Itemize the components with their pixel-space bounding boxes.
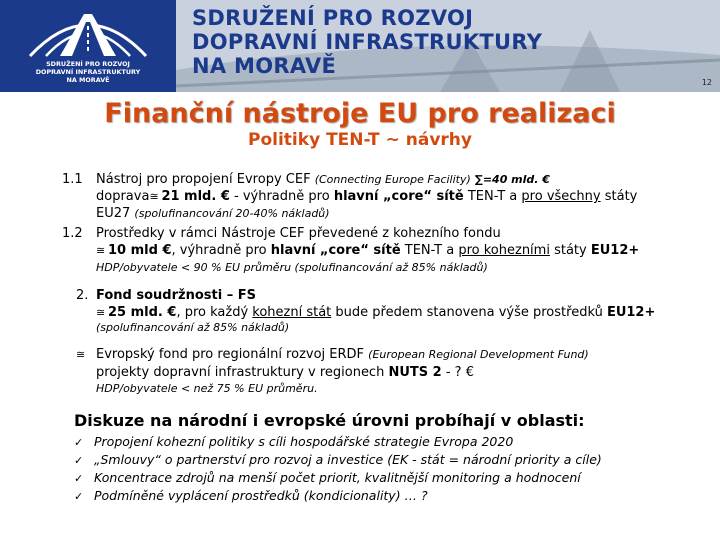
logo-line-2: DOPRAVNÍ INFRASTRUKTURY bbox=[35, 68, 141, 76]
text: kohezní stát bbox=[252, 305, 332, 320]
text: , pro každý bbox=[176, 305, 249, 320]
text: , výhradně pro bbox=[171, 243, 267, 258]
header-banner bbox=[0, 0, 720, 92]
text: (spolufinancování 20-40% nákladů) bbox=[134, 207, 330, 220]
logo-line-1: SDRUŽENÍ PRO ROZVOJ bbox=[46, 60, 130, 68]
list-item bbox=[74, 451, 602, 469]
list-item-text: „Smlouvy“ o partnerství pro rozvoj a investice (EK - stát = národní priority a cíle) bbox=[94, 452, 602, 467]
text: - výhradně pro bbox=[234, 189, 330, 204]
text: státy bbox=[554, 243, 587, 258]
text: NUTS 2 bbox=[388, 365, 442, 380]
section-1-2-line-1 bbox=[62, 225, 501, 242]
org-line-2: DOPRAVNÍ INFRASTRUKTURY bbox=[192, 30, 543, 54]
road-logo-icon bbox=[0, 0, 176, 60]
text: EU12+ bbox=[606, 305, 656, 320]
section-1-2-line-2 bbox=[96, 242, 639, 259]
list-item bbox=[74, 469, 602, 487]
section-text: Fond soudržnosti – FS bbox=[96, 288, 256, 303]
section-text: Nástroj pro propojení Evropy CEF bbox=[96, 172, 311, 187]
list-item-text: Podmíněné vyplácení prostředků (kondicionality) … ? bbox=[94, 488, 428, 503]
text: doprava bbox=[96, 189, 150, 204]
amount: 21 mld. € bbox=[161, 189, 230, 204]
section-1-1-line-2 bbox=[96, 188, 637, 205]
logo-text bbox=[0, 60, 176, 84]
amount: 10 mld € bbox=[108, 243, 172, 258]
section-erdf-line-3: HDP/obyvatele < než 75 % EU průměru. bbox=[96, 382, 318, 395]
approx-icon: ≅ bbox=[76, 348, 86, 361]
section-1-2-line-3: HDP/obyvatele < 90 % EU průměru (spolufinancování až 85% nákladů) bbox=[96, 261, 488, 274]
section-1-1-line-3 bbox=[96, 205, 330, 222]
text: projekty dopravní infrastruktury v regionech bbox=[96, 365, 385, 380]
list-item bbox=[74, 487, 602, 505]
page-number: 12 bbox=[701, 78, 712, 87]
section-note: (European Regional Development Fund) bbox=[368, 348, 589, 361]
section-1-1-line-1 bbox=[62, 171, 550, 188]
discussion-list bbox=[74, 433, 602, 505]
text: bude předem stanovena výše prostředků bbox=[335, 305, 603, 320]
section-erdf-line-1 bbox=[76, 346, 589, 363]
text: - ? € bbox=[441, 365, 474, 380]
check-icon: ✓ bbox=[74, 436, 84, 449]
text: EU12+ bbox=[590, 243, 640, 258]
section-erdf-line-2 bbox=[96, 364, 474, 381]
text: TEN-T a bbox=[404, 243, 455, 258]
section-number: 2. bbox=[76, 288, 89, 303]
org-line-3: NA MORAVĚ bbox=[192, 54, 337, 78]
section-2-line-1 bbox=[76, 287, 256, 304]
logo-line-3: NA MORAVĚ bbox=[66, 76, 110, 84]
org-line-1: SDRUŽENÍ PRO ROZVOJ bbox=[192, 6, 474, 30]
text: EU27 bbox=[96, 206, 131, 221]
slide-subtitle: Politiky TEN-T ~ návrhy bbox=[248, 130, 472, 150]
approx-icon: ≅ bbox=[96, 244, 106, 257]
section-text: Evropský fond pro regionální rozvoj ERDF bbox=[96, 347, 365, 362]
text: pro všechny bbox=[521, 189, 601, 204]
check-icon: ✓ bbox=[74, 490, 84, 503]
section-text: Prostředky v rámci Nástroje CEF převedené z kohezního fondu bbox=[96, 226, 501, 241]
section-number: 1.1 bbox=[62, 172, 83, 187]
amount: 25 mld. € bbox=[108, 305, 177, 320]
check-icon: ✓ bbox=[74, 454, 84, 467]
approx-icon: ≅ bbox=[149, 190, 159, 203]
text: TEN-T a bbox=[467, 189, 518, 204]
discussion-heading: Diskuze na národní i evropské úrovni probíhají v oblasti: bbox=[74, 411, 585, 430]
list-item-text: Koncentrace zdrojů na menší počet priorit, kvalitnější monitoring a hodnocení bbox=[94, 470, 581, 485]
text: hlavní „core“ sítě bbox=[333, 189, 464, 204]
approx-icon: ≅ bbox=[96, 306, 106, 319]
section-2-line-3: (spolufinancování až 85% nákladů) bbox=[96, 321, 290, 334]
list-item-text: Propojení kohezní politiky s cíli hospodářské strategie Evropa 2020 bbox=[94, 434, 514, 449]
list-item bbox=[74, 433, 602, 451]
section-number: 1.2 bbox=[62, 226, 83, 241]
organization-logo bbox=[0, 0, 176, 92]
section-note: (Connecting Europe Facility) bbox=[314, 173, 471, 186]
check-icon: ✓ bbox=[74, 472, 84, 485]
text: pro kohezními bbox=[458, 243, 550, 258]
slide-title: Finanční nástroje EU pro realizaci bbox=[104, 98, 616, 129]
section-amount: ∑=40 mld. € bbox=[474, 173, 550, 186]
text: hlavní „core“ sítě bbox=[270, 243, 401, 258]
text: státy bbox=[604, 189, 638, 204]
organization-name bbox=[192, 6, 542, 78]
